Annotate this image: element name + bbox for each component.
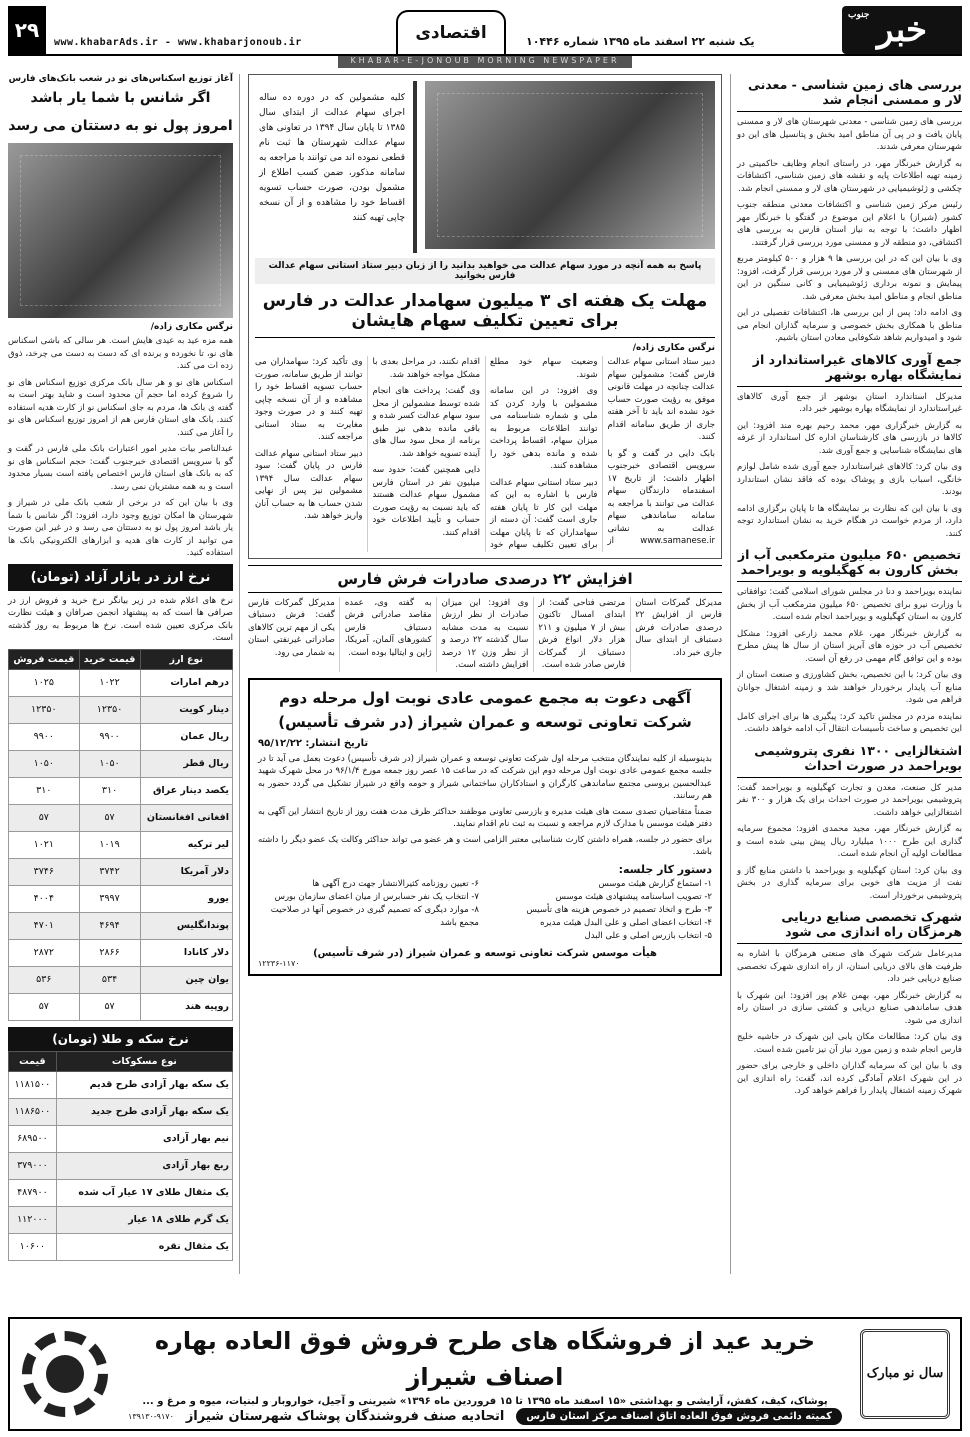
fx-table-note: نرخ های اعلام شده در زیر بیانگر نرخ خرید و فروش ارز در صرافی ها است که به پیشنهاد انجمن صرافان و هیئت نظارت بانک مرکزی تعیین شده است. نرخ ها مربوط به روز گذشته است. xyxy=(8,595,233,643)
row-label: یوان چین xyxy=(140,966,233,993)
article-paragraph: به گزارش خبرگزاری مهر، محمد رحیم بهره مند افزود: این کالاها در بازرسی های کارشناسان اداره کل استاندارد از غرفه های نمایشگاه شناسایی و جمع آوری شد. xyxy=(737,420,962,456)
nowruz-logo-text: سال نو مبارک xyxy=(860,1329,950,1419)
article-paragraph: وی گفت: پرداخت های انجام شده توسط مشمولین از محل سود سهام عدالت کسر شده و باقی مانده بدهی نیز طبق برنامه از محل سود سال های آینده تسویه خواهد شد. xyxy=(372,386,480,459)
feature-headline: مهلت یک هفته ای ۳ میلیون سهامدار عدالت در فارس برای تعیین تکلیف سهام هایشان xyxy=(255,287,715,338)
row-label: نیم بهار آزادی xyxy=(56,1125,232,1152)
nowruz-logo xyxy=(850,1319,960,1429)
price-cell: ۳۱۰ xyxy=(9,777,80,804)
row-label: دینار کویت xyxy=(140,696,233,723)
article-paragraph: مدیرکل گمرکات فارس گفت: فرش دستباف یکی از مهم ترین کالاهای صادراتی غیرنفتی استان به شمار می رود. xyxy=(248,597,335,658)
article-paragraph: وی تأکید کرد: سهامداران می توانند از طریق سامانه، صورت حساب تسویه اقساط خود را مشاهده و از آن نسخه چاپی تهیه کنند و در صورت وجود مغایرت به ستاد استانی مراجعه کنند. xyxy=(255,357,363,442)
agenda-item: ۸- موارد دیگری که تصمیم گیری در خصوص آنها در صلاحیت مجمع باشد xyxy=(270,904,479,928)
shiraz-sale-advertisement[interactable] xyxy=(8,1317,962,1431)
article-paragraph: وی با بیان این که در برخی از شعب بانک ملی در شیراز و شهرستان ها امکان توزیع وجود دارد، افزود: اگر شانس با شما یار باشد امروز پول نو به دستتان می رسد و در غیر این صورت می توانید از کارت های هدیه و ابزارهای الکترونیکی بانک ها استفاده کنید. xyxy=(8,498,233,558)
price-cell: ۶۸۹۵۰۰ xyxy=(9,1125,57,1152)
article-paragraph: عبدالناصر بیات مدیر امور اعتبارات بانک ملی فارس در گفت و گو با سرویس اقتصادی خبرجنوب گفت: حجم اسکناس های نو که به بانک های استان فارس اختصاص یافته است بسیار محدود است و به همه مشتریان نمی رسد. xyxy=(8,444,233,492)
column-header: نوع مسکوکات xyxy=(56,1051,232,1071)
price-cell: ۱۰۶۰۰ xyxy=(9,1233,57,1260)
feature-subheadline: پاسخ به همه آنچه در مورد سهام عدالت می خواهید بدانید را از زبان دبیر ستاد استانی سهام عدالت فارس بخوانید xyxy=(255,258,715,284)
row-label: درهم امارات xyxy=(140,669,233,696)
row-label: یک مثقال نقره xyxy=(56,1233,232,1260)
article-paragraph: وی بیان کرد: کالاهای غیراستاندارد جمع آوری شده شامل لوازم خانگی، اسباب بازی و پوشاک بوده که فاقد نشان استاندارد بودند. xyxy=(737,462,962,497)
agenda-item: ۱- استماع گزارش هیئت موسس xyxy=(598,878,712,889)
article-paragraph: نماینده مردم در مجلس تاکید کرد: پیگیری ها برای اجرای کامل این تخصیص و ساخت تأسیسات انتقال آب ادامه خواهد داشت. xyxy=(737,711,962,734)
row-label: یکصد دینار عراق xyxy=(140,777,233,804)
price-cell: ۴۷۰۱ xyxy=(9,912,80,939)
article-paragraph: دبیر ستاد استانی سهام عدالت فارس با اشاره به این که مهلت این کار تا پایان هفته جاری است گفت: آن دسته از سهامداران که تا پایان مهلت برای تعیین تکلیف سهام خود اقدام نکنند، در مراحل بعدی با مشکل مواجه خواهند شد. xyxy=(372,357,598,550)
price-cell: ۳۷۴۲ xyxy=(79,858,140,885)
agenda-item: ۳- طرح و اتخاذ تصمیم در خصوص هزینه های تأسیس xyxy=(526,904,712,915)
gold-table-title: نرخ سکه و طلا (تومان) xyxy=(8,1027,233,1051)
price-cell: ۴۶۹۴ xyxy=(79,912,140,939)
price-cell: ۳۹۹۷ xyxy=(79,885,140,912)
row-label: ربع بهار آزادی xyxy=(56,1152,232,1179)
price-cell: ۱۱۸۱۵۰۰ xyxy=(9,1071,57,1098)
article-paragraph: وی بیان کرد: با این تخصیص، بخش کشاورزی و صنعت استان از منابع آب پایدار برخوردار خواهند شد و زمینه اشتغال جوانان فراهم می شود. xyxy=(737,670,962,705)
price-cell: ۹۹۰۰ xyxy=(9,723,80,750)
article-paragraph: وی با بیان این که سرمایه گذاران داخلی و خارجی برای حضور در این شهرک اعلام آمادگی کرده اند، گفت: راه اندازی این شهرک زمینه اشتغال پایدار را فراهم خواهد کرد. xyxy=(737,1061,962,1096)
article-headline: تخصیص ۶۵۰ میلیون مترمکعبی آب از بخش کارون به کهگیلویه و بویراحمد xyxy=(737,544,962,582)
price-cell: ۱۰۵۰ xyxy=(9,750,80,777)
table-row xyxy=(9,885,233,912)
row-label: یک سکه بهار آزادی طرح جدید xyxy=(56,1098,232,1125)
price-cell: ۳۷۴۶ xyxy=(9,858,80,885)
gold-table-body xyxy=(9,1071,233,1260)
website-urls[interactable]: www.khabarAds.ir - www.khabarjonoub.ir xyxy=(54,37,302,48)
feature-body xyxy=(255,356,715,552)
row-label: ریال قطر xyxy=(140,750,233,777)
article-paragraph: اسکناس های نو و هر سال بانک مرکزی توزیع اسکناس های نو را شروع کرده اما حجم آن محدود است و شاید بهتر است به گفته ی بانک ها، مردم به جای اسکناس نو از کارت هدیه استفاده کنند. بانک های استان فارس هم از امروز توزیع اسکناس های نو را آغاز می کنند. xyxy=(8,377,233,438)
price-cell: ۳۷۹۰۰۰ xyxy=(9,1152,57,1179)
row-label: یک سکه بهار آزادی طرح قدیم xyxy=(56,1071,232,1098)
feature-top xyxy=(255,81,715,253)
table-row xyxy=(9,912,233,939)
price-cell: ۵۷ xyxy=(9,993,80,1020)
article-paragraph: مدیرکل گمرکات استان فارس از افزایش ۲۲ درصدی صادرات فرش دستباف از ابتدای سال جاری خبر داد. xyxy=(635,597,722,658)
article-paragraph: مدیرعامل شرکت شهرک های صنعتی هرمزگان با اشاره به ظرفیت های بالای دریایی استان، از راه اندازی شهرک تخصصی صنایع دریایی خبر داد. xyxy=(737,949,962,984)
article-kicker: آغاز توزیع اسکناس‌های نو در شعب بانک‌های فارس xyxy=(8,74,233,84)
table-row xyxy=(9,966,233,993)
article-headline: جمع آوری کالاهای غیراستاندارد از نمایشگاه بهاره بوشهر xyxy=(737,349,962,387)
article-petrochemical xyxy=(737,740,962,903)
table-row xyxy=(9,939,233,966)
price-cell: ۵۷ xyxy=(79,993,140,1020)
ad-body xyxy=(120,1319,850,1429)
table-row xyxy=(9,1071,233,1098)
article-paragraph: مدیر کل صنعت، معدن و تجارت کهگیلویه و بویراحمد گفت: پتروشیمی بویراحمد در صورت احداث برای یک هزار و ۳۰۰ نفر اشتغالزایی خواهد داشت. xyxy=(737,782,962,818)
price-cell: ۱۲۳۵۰ xyxy=(9,696,80,723)
notice-date: تاریخ انتشار: ۹۵/۱۲/۲۲ xyxy=(258,737,369,749)
fx-table-body xyxy=(9,669,233,1020)
article-headline: اشتغالزایی ۱۳۰۰ نفری پتروشیمی بویراحمد در صورت احداث xyxy=(737,740,962,778)
article-paragraph: بابک دایی در گفت و گو با سرویس اقتصادی خبرجنوب اظهار داشت: از تاریخ ۱۷ اسفندماه دارندگان سهام عدالت می توانند با مراجعه به سامانه ساماندهی سهام عدالت به نشانی www.samanese.ir از وضعیت سهام خود مطلع شوند. xyxy=(490,357,715,546)
article-paragraph: همه مزه عید به عیدی هایش است. هر سالی که باشی اسکناس های نو، تا نخورده و برنده ای که دست به دست می چرخد، ذوق زده ات می کند. xyxy=(8,336,233,371)
agenda-title: دستور کار جلسه: xyxy=(618,862,712,876)
gold-rates-table xyxy=(8,1051,233,1261)
article-paragraph: وی بیان کرد: مطالعات مکان یابی این شهرک در حاشیه خلیج فارس انجام شده و زمین مورد نیاز آن نیز تامین شده است. xyxy=(737,1032,962,1055)
row-label: دلار کانادا xyxy=(140,939,233,966)
fx-rates-table xyxy=(8,649,233,1021)
notice-paragraph: برای حضور در جلسه، همراه داشتن کارت شناسایی معتبر الزامی است و هر عضو می تواند حداکثر وکالت یک عضو دیگر را داشته باشد. xyxy=(258,834,712,857)
row-label: ریال عمان xyxy=(140,723,233,750)
ad-code: ۱۳۹۱۳۰-۹۱۷۰ xyxy=(128,1412,174,1421)
table-row xyxy=(9,750,233,777)
table-row xyxy=(9,1233,233,1260)
ad-headline: خرید عید از فروشگاه های طرح فروش فوق العاده بهاره اصناف شیراز xyxy=(154,1327,816,1391)
price-cell: ۱۰۲۵ xyxy=(9,669,80,696)
notice-signature: هیأت موسس شرکت تعاونی توسعه و عمران شیراز (در شرف تأسیس) xyxy=(313,947,657,959)
notice-paragraph: ضمناً متقاضیان تصدی سمت های هیئت مدیره و بازرسی تعاونی موظفند حداکثر ظرف مدت هفت روز از تاریخ انتشار این آگهی به دفتر هیئت موسس با مدارک لازم مراجعه و نسبت به ثبت نام اقدام نمایند. xyxy=(258,806,712,829)
table-row xyxy=(9,1206,233,1233)
ad-footer xyxy=(128,1408,842,1425)
table-row xyxy=(9,723,233,750)
price-cell: ۲۸۶۶ xyxy=(79,939,140,966)
feature-justice-shares xyxy=(248,74,722,559)
logo-text: خبر xyxy=(876,10,928,50)
article-paragraph: به گفته وی، عمده مقاصد صادراتی فرش دستباف فارس کشورهای آلمان، آمریکا، ژاپن و ایتالیا بوده است. xyxy=(344,597,432,658)
notice-title: آگهی دعوت به مجمع عمومی عادی نوبت اول مرحله دوم xyxy=(279,688,691,707)
article-paragraph: دبیر ستاد استانی سهام عدالت فارس گفت: مشمولین سهام عدالت چنانچه در مهلت قانونی موفق به رؤیت صورت حساب خود نشده اند باید تا آخر هفته جاری از طریق سامانه اقدام کنند. xyxy=(607,357,715,442)
notice-company: شرکت تعاونی توسعه و عمران شیراز (در شرف تأسیس) xyxy=(278,712,692,731)
table-row xyxy=(9,858,233,885)
article-bushehr-exhibition xyxy=(737,349,962,541)
row-label: افغانی افغانستان xyxy=(140,804,233,831)
masthead xyxy=(8,6,962,56)
agenda-item: ۲- تصویب اساسنامه پیشنهادی هیئت موسس xyxy=(555,891,712,902)
article-headline-line-1: اگر شانس با شما یار باشد xyxy=(30,90,211,106)
table-row xyxy=(9,804,233,831)
notice-paragraph: بدینوسیله از کلیه نمایندگان منتخب مرحله اول شرکت تعاونی توسعه و عمران شیراز (در شرف تأسیس) دعوت بعمل می آید تا در جلسه مجمع عمومی عادی نوبت اول مرحله دوم این شرکت که در ساعت ۱۵ عصر روز جمعه مورخ ۹۶/۱/۴ در محل شهرک شهید عبدالحسین بروسی مجتمع ساماندهی کارگران و استادکاران ساختمانی شیراز و حومه واقع در شیراز تشکیل می گردد حضور به هم رسانند. xyxy=(258,753,712,801)
price-cell: ۴۰۰۴ xyxy=(9,885,80,912)
ad-product-list: پوشاک، کیف، کفش، آرایشی و بهداشتی «۱۵ اسفند ماه ۱۳۹۵ تا ۱۵ فروردین ماه ۱۳۹۶» شیرینی و آجیل، خواروبار و لبنیات، میوه و مرغ و ... xyxy=(142,1396,828,1407)
newspaper-logo xyxy=(842,6,962,54)
table-row xyxy=(9,831,233,858)
price-cell: ۱۱۲۰۰۰ xyxy=(9,1206,57,1233)
table-row xyxy=(9,669,233,696)
article-marine-industry xyxy=(737,906,962,1098)
price-cell: ۱۲۳۵۰ xyxy=(79,696,140,723)
article-paragraph: دایی همچنین گفت: حدود سه میلیون نفر در استان فارس مشمول سهام عدالت هستند که باید نسبت به رؤیت صورت حساب و تأیید اطلاعات خود اقدام کنند. xyxy=(372,465,480,538)
column-header: قیمت xyxy=(9,1051,57,1071)
price-cell: ۵۳۶ xyxy=(9,966,80,993)
middle-column xyxy=(248,74,722,1274)
column-header: قیمت خرید xyxy=(79,649,140,669)
left-column xyxy=(8,74,240,1274)
agenda-item: ۵- انتخاب بازرس اصلی و علی البدل xyxy=(584,930,712,941)
price-cell: ۱۰۱۹ xyxy=(79,831,140,858)
byline: نرگس مکاری زاده/ xyxy=(632,343,715,353)
agenda-list xyxy=(258,878,712,943)
article-paragraph: به گزارش خبرنگار مهر، بهمن غلام پور افزود: این شهرک با هدف ساماندهی صنایع دریایی و کشتی سازی در استان راه اندازی می شود. xyxy=(737,990,962,1026)
article-lar-mamasani xyxy=(737,74,962,345)
table-row xyxy=(9,1152,233,1179)
row-label: دلار آمریکا xyxy=(140,858,233,885)
assembly-notice xyxy=(248,678,722,976)
columns xyxy=(8,74,962,1274)
article-paragraph: بررسی های زمین شناسی - معدنی شهرستان های لار و ممسنی پایان یافت و در پی آن مناطق امید بخش و پتانسیل های این دو شهرستان معرفی شدند. xyxy=(737,117,962,152)
price-cell: ۴۸۷۹۰۰ xyxy=(9,1179,57,1206)
article-paragraph: وی افزود: در این سامانه مشمولین با وارد کردن کد ملی و شماره شناسنامه می توانند اطلاعات مربوط به میزان سهام، اقساط پرداخت شده و مانده بدهی خود را مشاهده کنند. xyxy=(490,386,598,471)
article-paragraph: به گزارش خبرنگار مهر، در راستای انجام وظایف حاکمیتی در زمینه تهیه اطلاعات پایه و نقشه های زمین شناسی، اکتشافات چکشی و ژئوشیمیایی در شهرستان های لار و ممسنی انجام شد. xyxy=(737,158,962,194)
right-column xyxy=(730,74,962,1274)
price-cell: ۵۷ xyxy=(9,804,80,831)
row-label: یک مثقال طلای ۱۷ عیار آب شده xyxy=(56,1179,232,1206)
agenda-item: ۴- انتخاب اعضای اصلی و علی البدل هیئت مدیره xyxy=(540,917,712,928)
pull-quote: کلیه مشمولین که در دوره ده ساله اجرای سهام عدالت از ابتدای سال ۱۳۸۵ تا پایان سال ۱۳۹۴ در تعاونی های سهام عدالت شهرستان ها ثبت نام قطعی نموده اند می توانند با مراجعه به سامانه مذکور، ضمن کسب اطلاع از مشمول بودن، صورت حساب تسویه اقساط خود را مشاهده و از آن نسخه چاپی تهیه کنند xyxy=(255,81,417,253)
price-cell: ۲۸۷۲ xyxy=(9,939,80,966)
row-label: یک گرم طلای ۱۸ عیار xyxy=(56,1206,232,1233)
price-cell: ۱۰۲۱ xyxy=(9,831,80,858)
notice-code: ۱۲۲۳۶-۱۱۷۰ xyxy=(258,958,300,968)
table-row xyxy=(9,993,233,1020)
logo-subtitle: جنوب xyxy=(848,10,870,20)
ad-union-name: اتحادیه صنف فروشندگان پوشاک شهرستان شیراز xyxy=(185,1409,505,1424)
price-cell: ۱۰۵۰ xyxy=(79,750,140,777)
price-cell: ۵۷ xyxy=(79,804,140,831)
article-paragraph: رئیس مرکز زمین شناسی و اکتشافات معدنی منطقه جنوب کشور (شیراز) با اعلام این موضوع در گفتگو با خبرنگار مهر اظهار داشت: با توجه به نیاز استان فارس به بررسی های اکتشافی، دو منطقه لار و ممسنی مورد بررسی قرار گرفتند. xyxy=(737,200,962,248)
article-headline: افزایش ۲۲ درصدی صادرات فرش فارس xyxy=(248,565,722,593)
agenda-item: ۷- انتخاب یک نفر حسابرس از میان اعضای سازمان بورس xyxy=(274,891,479,902)
issue-date: یک شنبه ۲۲ اسفند ماه ۱۳۹۵ شماره ۱۰۴۴۶ xyxy=(526,35,755,48)
article-paragraph: مرتضی فتاحی گفت: از ابتدای امسال تاکنون بیش از ۷ میلیون و ۲۱۱ هزار دلار انواع فرش دستباف از گمرکات فارس صادر شده است. xyxy=(538,597,626,670)
ad-committee-badge: کمیته دائمی فروش فوق العاده اتاق اصناف مرکز استان فارس xyxy=(516,1408,842,1425)
article-headline: بررسی های زمین شناسی - معدنی لار و ممسنی انجام شد xyxy=(737,74,962,112)
article-paragraph: دبیر ستاد استانی سهام عدالت فارس در پایان گفت: سود سهام عدالت سال ۱۳۹۴ مشمولین نیز پس از نهایی شدن حساب ها به حساب آنان واریز خواهد شد. xyxy=(255,448,363,521)
column-header: قیمت فروش xyxy=(9,649,80,669)
gear-icon xyxy=(10,1319,120,1429)
article-paragraph: مدیرکل استاندارد استان بوشهر از جمع آوری کالاهای غیراستاندارد از نمایشگاه بهاره بوشهر خبر داد. xyxy=(737,391,962,414)
price-cell: ۳۱۰ xyxy=(79,777,140,804)
page-number: ۲۹ xyxy=(8,6,46,54)
table-row xyxy=(9,1098,233,1125)
price-cell: ۵۳۴ xyxy=(79,966,140,993)
price-cell: ۹۹۰۰ xyxy=(79,723,140,750)
article-karun-water xyxy=(737,544,962,736)
article-headline-line-2: امروز پول نو به دستتان می رسد xyxy=(8,118,233,134)
fx-table-title: نرخ ارز در بازار آزاد (تومان) xyxy=(8,564,233,591)
byline: نرگس مکاری زاده/ xyxy=(150,322,233,332)
row-label: روپیه هند xyxy=(140,993,233,1020)
article-paragraph: وی افزود: این میزان صادرات از نظر ارزش نسبت به مدت مشابه سال گذشته ۲۲ درصد و از نظر وزن ۱۲ درصد افزایش داشته است. xyxy=(441,597,529,670)
article-paragraph: به گزارش خبرنگار مهر، غلام محمد زارعی افزود: مشکل تخصیص آب در حوزه های آبریز استان از سال ها پیش مطرح بوده و این توافق گام مهمی در رفع آن است. xyxy=(737,628,962,664)
price-cell: ۱۱۸۶۵۰۰ xyxy=(9,1098,57,1125)
table-row xyxy=(9,777,233,804)
column-header: نوع ارز xyxy=(140,649,233,669)
article-paragraph: به گزارش خبرنگار مهر، مجید محمدی افزود: مجموع سرمایه گذاری این طرح ۱۰۰۰ میلیارد ریال پیش بینی شده است و مطالعات اولیه آن انجام شده است. xyxy=(737,824,963,859)
article-paragraph: وی با بیان این که نظارت بر نمایشگاه ها تا پایان برگزاری ادامه دارد، از مردم خواست در هنگام خرید به نشان استاندارد توجه کنند. xyxy=(737,503,962,539)
banknotes-photo xyxy=(8,143,233,318)
article-paragraph: وی بیان کرد: استان کهگیلویه و بویراحمد با داشتن منابع گاز و نفت از مزیت های خوبی برای سرمایه گذاری در بخش پتروشیمی برخوردار است. xyxy=(737,865,962,901)
article-paragraph: وی با بیان این که در این بررسی ها ۹ هزار و ۵۰۰ کیلومتر مربع از شهرستان های ممسنی و لار مورد بررسی قرار گرفت، افزود: پیمایش و نمونه برداری ژئوشیمیایی و کانی سنگین در این مناطق انجام و مناطق امید بخش معرفی شد. xyxy=(737,254,962,302)
article-paragraph: نماینده بویراحمد و دنا در مجلس شورای اسلامی گفت: توافقاتی با وزارت نیرو برای تخصیص ۶۵۰ میلیون مترمکعب آب از بخش کارون به استان کهگیلویه و بویراحمد انجام شده است. xyxy=(737,587,962,622)
row-label: لیر ترکیه xyxy=(140,831,233,858)
table-row xyxy=(9,696,233,723)
section-label: اقتصادی xyxy=(396,10,506,54)
article-headline: شهرک تخصصی صنایع دریایی هرمزگان راه اندازی می شود xyxy=(737,906,962,944)
row-label: یورو xyxy=(140,885,233,912)
agenda-item: ۶- تعیین روزنامه کثیرالانتشار جهت درج آگهی ها xyxy=(312,878,479,889)
article-carpet-exports xyxy=(248,565,722,672)
official-portrait-photo xyxy=(425,81,715,249)
table-row xyxy=(9,1125,233,1152)
price-cell: ۱۰۲۲ xyxy=(79,669,140,696)
row-label: پوندانگلیس xyxy=(140,912,233,939)
carpet-body xyxy=(248,597,722,672)
table-row xyxy=(9,1179,233,1206)
article-paragraph: وی ادامه داد: پس از این بررسی ها، اکتشافات تفصیلی در این مناطق با همکاری بخش خصوصی و سرمایه گذاران انجام می شود و امیدواریم شاهد شکوفایی معادن استان باشیم. xyxy=(737,308,962,343)
masthead-tagline: KHABAR-E-JONOUB MORNING NEWSPAPER xyxy=(338,56,632,68)
